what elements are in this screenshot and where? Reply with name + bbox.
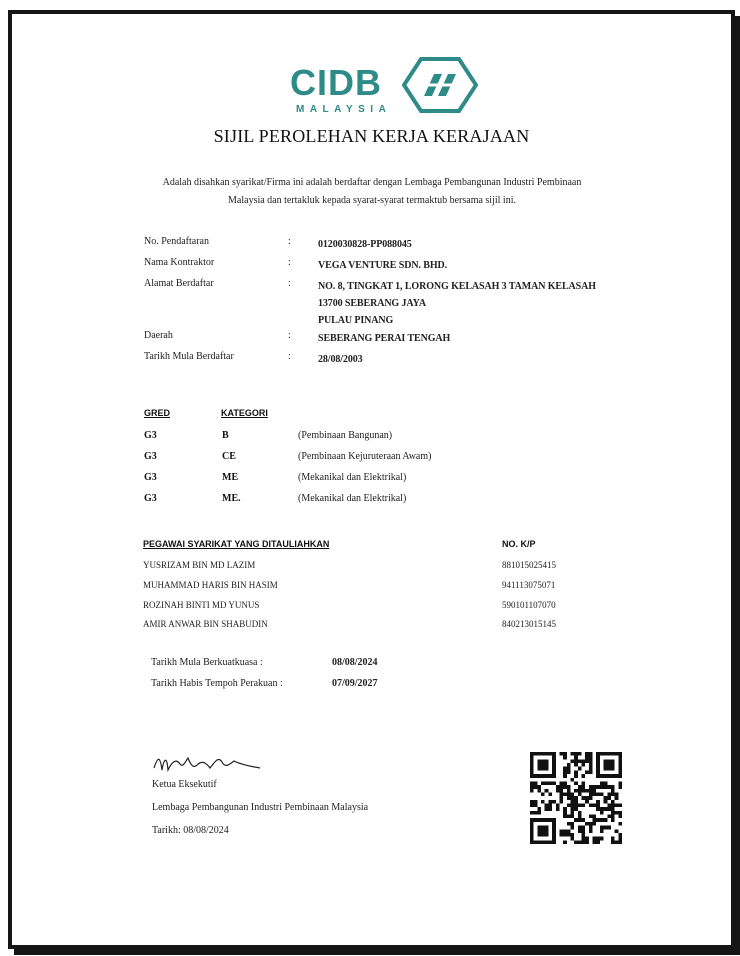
cidb-logo	[290, 52, 480, 122]
qr-module	[578, 804, 582, 808]
qr-module	[600, 818, 604, 822]
qr-module	[574, 770, 578, 774]
certificate-title: SIJIL PEROLEHAN KERJA KERAJAAN	[213, 126, 530, 146]
qr-module	[589, 822, 593, 826]
qr-module	[534, 781, 538, 785]
qr-module	[611, 807, 615, 811]
field-label: Tarikh Mula Berdaftar	[144, 351, 234, 362]
expiry-date: 07/09/2027	[332, 678, 378, 689]
qr-module	[593, 840, 597, 844]
field-colon: :	[288, 330, 291, 341]
qr-module	[530, 785, 534, 789]
qr-module	[574, 781, 578, 785]
qr-module	[556, 807, 560, 811]
qr-module	[541, 792, 545, 796]
qr-module	[567, 815, 571, 819]
qr-module	[618, 804, 622, 808]
qr-code-icon	[530, 752, 622, 844]
qr-module	[611, 792, 615, 796]
qr-module	[618, 811, 622, 815]
qr-module	[596, 792, 600, 796]
qr-module	[556, 804, 560, 808]
qr-module	[611, 804, 615, 808]
qr-module	[570, 833, 574, 837]
officer-ic: 941113075071	[502, 580, 556, 590]
qr-module	[574, 804, 578, 808]
qr-module	[567, 770, 571, 774]
qr-module	[559, 792, 563, 796]
qr-module	[574, 756, 578, 760]
qr-module	[611, 811, 615, 815]
qr-module	[611, 815, 615, 819]
field-colon: :	[288, 351, 291, 362]
qr-module	[589, 759, 593, 763]
officer-name: AMIR ANWAR BIN SHABUDIN	[143, 619, 268, 629]
qr-module	[570, 826, 574, 830]
qr-module	[604, 800, 608, 804]
qr-module	[600, 807, 604, 811]
qr-module	[582, 763, 586, 767]
qr-module	[593, 792, 597, 796]
field-label: No. Pendaftaran	[144, 236, 209, 247]
qr-module	[585, 759, 589, 763]
qr-module	[582, 789, 586, 793]
signature-date: Tarikh: 08/08/2024	[152, 825, 229, 836]
qr-module	[552, 800, 556, 804]
qr-module	[585, 800, 589, 804]
qr-module	[574, 796, 578, 800]
qr-module	[615, 804, 619, 808]
qr-module	[593, 789, 597, 793]
qr-module	[563, 792, 567, 796]
qr-module	[545, 781, 549, 785]
qr-module	[618, 822, 622, 826]
qr-module	[589, 756, 593, 760]
qr-module	[563, 767, 567, 771]
qr-module	[559, 833, 563, 837]
qr-module	[607, 785, 611, 789]
qr-module	[541, 800, 545, 804]
qr-module	[585, 756, 589, 760]
qr-module	[570, 815, 574, 819]
qr-module	[611, 800, 615, 804]
qr-module	[563, 752, 567, 756]
qr-module	[582, 833, 586, 837]
officer-row	[143, 600, 643, 610]
qr-module	[563, 829, 567, 833]
qr-module	[578, 792, 582, 796]
qr-module	[570, 759, 574, 763]
qr-module	[582, 774, 586, 778]
officer-row	[143, 580, 643, 590]
qr-module	[537, 785, 541, 789]
qr-module	[596, 800, 600, 804]
qr-module	[567, 767, 571, 771]
qr-module	[589, 785, 593, 789]
qr-module	[570, 804, 574, 808]
qr-module	[578, 815, 582, 819]
qr-module	[570, 811, 574, 815]
grade-header: GRED	[144, 408, 171, 418]
officer-ic-header: NO. K/P	[502, 539, 536, 549]
category-value: B	[222, 430, 229, 441]
qr-module	[530, 789, 534, 793]
qr-module	[545, 789, 549, 793]
qr-module	[556, 785, 560, 789]
qr-module	[578, 818, 582, 822]
qr-module	[585, 796, 589, 800]
certificate-page	[12, 14, 731, 945]
field-label: Alamat Berdaftar	[144, 278, 214, 289]
qr-module	[607, 815, 611, 819]
qr-module	[618, 781, 622, 785]
qr-module	[618, 785, 622, 789]
grade-value: G3	[144, 451, 157, 462]
qr-module	[618, 840, 622, 844]
qr-module	[559, 800, 563, 804]
qr-module	[611, 785, 615, 789]
qr-module	[559, 752, 563, 756]
qr-module	[563, 756, 567, 760]
qr-module	[534, 804, 538, 808]
qr-module	[559, 789, 563, 793]
qr-module	[589, 796, 593, 800]
qr-module	[548, 781, 552, 785]
qr-module	[604, 826, 608, 830]
qr-module	[574, 800, 578, 804]
field-label: Daerah	[144, 330, 173, 341]
grade-value: G3	[144, 472, 157, 483]
qr-module	[582, 796, 586, 800]
officer-name: MUHAMMAD HARIS BIN HASIM	[143, 580, 278, 590]
qr-module	[604, 796, 608, 800]
effective-date-label: Tarikh Mula Berkuatkuasa :	[151, 657, 263, 668]
qr-module	[596, 837, 600, 841]
grade-value: G3	[144, 430, 157, 441]
qr-module	[596, 840, 600, 844]
qr-module	[615, 792, 619, 796]
qr-module	[589, 763, 593, 767]
qr-module	[578, 789, 582, 793]
qr-module	[537, 789, 541, 793]
officer-ic: 840213015145	[502, 619, 556, 629]
qr-module	[593, 822, 597, 826]
field-colon: :	[288, 257, 291, 268]
qr-module	[563, 811, 567, 815]
qr-module	[548, 807, 552, 811]
qr-module	[570, 796, 574, 800]
qr-module	[585, 770, 589, 774]
qr-module	[589, 804, 593, 808]
qr-module	[537, 807, 541, 811]
qr-module	[530, 811, 534, 815]
qr-module	[563, 815, 567, 819]
qr-module	[604, 818, 608, 822]
field-label: Nama Kontraktor	[144, 257, 215, 268]
category-value: ME.	[222, 493, 241, 504]
qr-module	[574, 818, 578, 822]
logo-country: MALAYSIA	[296, 104, 392, 115]
qr-module	[596, 807, 600, 811]
qr-module	[615, 811, 619, 815]
qr-module	[563, 774, 567, 778]
officer-row	[143, 619, 643, 629]
qr-module	[596, 785, 600, 789]
qr-module	[559, 829, 563, 833]
qr-module	[600, 792, 604, 796]
qr-module	[534, 800, 538, 804]
qr-module	[552, 781, 556, 785]
qr-module	[600, 785, 604, 789]
signatory-position: Ketua Eksekutif	[152, 779, 217, 790]
qr-module	[574, 752, 578, 756]
qr-module	[559, 796, 563, 800]
logo-wordmark: CIDB	[290, 62, 382, 103]
expiry-date-label: Tarikh Habis Tempoh Perakuan :	[151, 678, 283, 689]
officer-table-header	[143, 539, 643, 549]
officer-ic: 881015025415	[502, 560, 556, 570]
qr-module	[570, 822, 574, 826]
qr-module	[574, 789, 578, 793]
qr-module	[567, 785, 571, 789]
grade-value: G3	[144, 493, 157, 504]
qr-module	[585, 840, 589, 844]
officer-name: ROZINAH BINTI MD YUNUS	[143, 600, 260, 610]
qr-module	[548, 800, 552, 804]
qr-module	[567, 796, 571, 800]
qr-module	[534, 811, 538, 815]
field-colon: :	[288, 236, 291, 247]
cidb-hexagon-icon	[402, 56, 478, 114]
qr-module	[582, 829, 586, 833]
qr-module	[585, 837, 589, 841]
category-value: ME	[222, 472, 239, 483]
qr-module	[574, 774, 578, 778]
officer-name-header: PEGAWAI SYARIKAT YANG DITAULIAHKAN	[143, 539, 330, 549]
qr-module	[600, 781, 604, 785]
qr-module	[593, 837, 597, 841]
qr-module	[537, 811, 541, 815]
qr-module	[582, 826, 586, 830]
qr-module	[548, 804, 552, 808]
qr-module	[604, 781, 608, 785]
qr-module	[567, 822, 571, 826]
qr-module	[604, 807, 608, 811]
qr-module	[582, 759, 586, 763]
qr-module	[582, 840, 586, 844]
qr-module	[600, 829, 604, 833]
qr-module	[593, 818, 597, 822]
registration-number: 0120030828-PP088045	[318, 239, 412, 250]
qr-module	[618, 833, 622, 837]
district: SEBERANG PERAI TENGAH	[318, 333, 451, 344]
qr-module	[563, 785, 567, 789]
signatory-organization: Lembaga Pembangunan Industri Pembinaan Malaysia	[152, 802, 369, 813]
qr-module	[570, 837, 574, 841]
qr-module	[574, 840, 578, 844]
intro-line: Malaysia dan tertakluk kepada syarat-syarat termaktub bersama sijil ini.	[228, 195, 516, 206]
qr-module	[611, 818, 615, 822]
registration-date: 28/08/2003	[318, 354, 363, 365]
qr-module	[585, 822, 589, 826]
qr-module	[570, 778, 574, 782]
qr-module	[567, 792, 571, 796]
qr-module	[589, 767, 593, 771]
qr-module	[611, 837, 615, 841]
qr-module	[578, 785, 582, 789]
qr-module	[578, 840, 582, 844]
qr-module	[607, 807, 611, 811]
qr-module	[589, 829, 593, 833]
qr-module	[582, 804, 586, 808]
qr-module	[604, 785, 608, 789]
qr-module	[607, 804, 611, 808]
qr-module	[589, 789, 593, 793]
qr-module	[607, 792, 611, 796]
qr-module	[600, 837, 604, 841]
qr-module	[589, 792, 593, 796]
qr-module	[593, 804, 597, 808]
qr-module	[582, 818, 586, 822]
qr-module	[567, 763, 571, 767]
qr-module	[574, 807, 578, 811]
qr-module	[545, 804, 549, 808]
officer-name: YUSRIZAM BIN MD LAZIM	[143, 560, 256, 570]
qr-module	[578, 829, 582, 833]
qr-module	[530, 781, 534, 785]
qr-module	[556, 789, 560, 793]
qr-module	[582, 785, 586, 789]
document-frame	[8, 10, 735, 949]
category-header: KATEGORI	[221, 408, 268, 418]
qr-module	[596, 804, 600, 808]
qr-module	[545, 807, 549, 811]
qr-module	[567, 829, 571, 833]
qr-module	[563, 781, 567, 785]
intro-line: Adalah disahkan syarikat/Firma ini adalah berdaftar dengan Lembaga Pembangunan Industri Pembinaan	[162, 177, 582, 188]
qr-module	[615, 796, 619, 800]
qr-module	[563, 770, 567, 774]
qr-module	[559, 781, 563, 785]
qr-module	[578, 759, 582, 763]
certificate-intro	[128, 174, 616, 210]
category-description: (Mekanikal dan Elektrikal)	[298, 493, 407, 504]
qr-module	[530, 804, 534, 808]
qr-module	[563, 833, 567, 837]
officer-row	[143, 560, 643, 570]
qr-module	[600, 811, 604, 815]
officer-ic: 590101107070	[502, 600, 556, 610]
contractor-name: VEGA VENTURE SDN. BHD.	[318, 260, 448, 271]
qr-module	[615, 829, 619, 833]
qr-module	[582, 781, 586, 785]
qr-module	[607, 826, 611, 830]
field-colon: :	[288, 278, 291, 289]
qr-module	[578, 767, 582, 771]
qr-module	[570, 800, 574, 804]
qr-module	[585, 752, 589, 756]
qr-module	[574, 759, 578, 763]
qr-module	[567, 804, 571, 808]
qr-module	[570, 792, 574, 796]
qr-module	[578, 826, 582, 830]
qr-module	[589, 770, 593, 774]
qr-module	[615, 840, 619, 844]
qr-module	[585, 789, 589, 793]
category-description: (Pembinaan Bangunan)	[298, 430, 393, 441]
qr-module	[589, 752, 593, 756]
qr-module	[563, 840, 567, 844]
qr-module	[530, 800, 534, 804]
qr-module	[574, 763, 578, 767]
qr-module	[548, 792, 552, 796]
qr-module	[589, 815, 593, 819]
qr-module	[534, 785, 538, 789]
qr-module	[618, 815, 622, 819]
qr-module	[578, 752, 582, 756]
qr-module	[611, 789, 615, 793]
qr-module	[618, 837, 622, 841]
qr-module	[541, 781, 545, 785]
qr-module	[593, 815, 597, 819]
effective-date: 08/08/2024	[332, 657, 378, 668]
qr-module	[600, 826, 604, 830]
qr-module	[607, 796, 611, 800]
qr-module	[570, 752, 574, 756]
category-description: (Mekanikal dan Elektrikal)	[298, 472, 407, 483]
qr-module	[567, 833, 571, 837]
qr-module	[578, 811, 582, 815]
qr-module	[559, 785, 563, 789]
qr-module	[570, 807, 574, 811]
registered-address: NO. 8, TINGKAT 1, LORONG KELASAH 3 TAMAN KELASAH 13700 SEBERANG JAYA PULAU PINANG	[318, 281, 596, 326]
qr-module	[563, 807, 567, 811]
qr-module	[582, 837, 586, 841]
qr-module	[596, 818, 600, 822]
qr-module	[611, 840, 615, 844]
category-description: (Pembinaan Kejuruteraan Awam)	[298, 451, 432, 462]
qr-module	[567, 789, 571, 793]
qr-module	[589, 826, 593, 830]
category-value: CE	[222, 451, 236, 462]
qr-module	[593, 785, 597, 789]
